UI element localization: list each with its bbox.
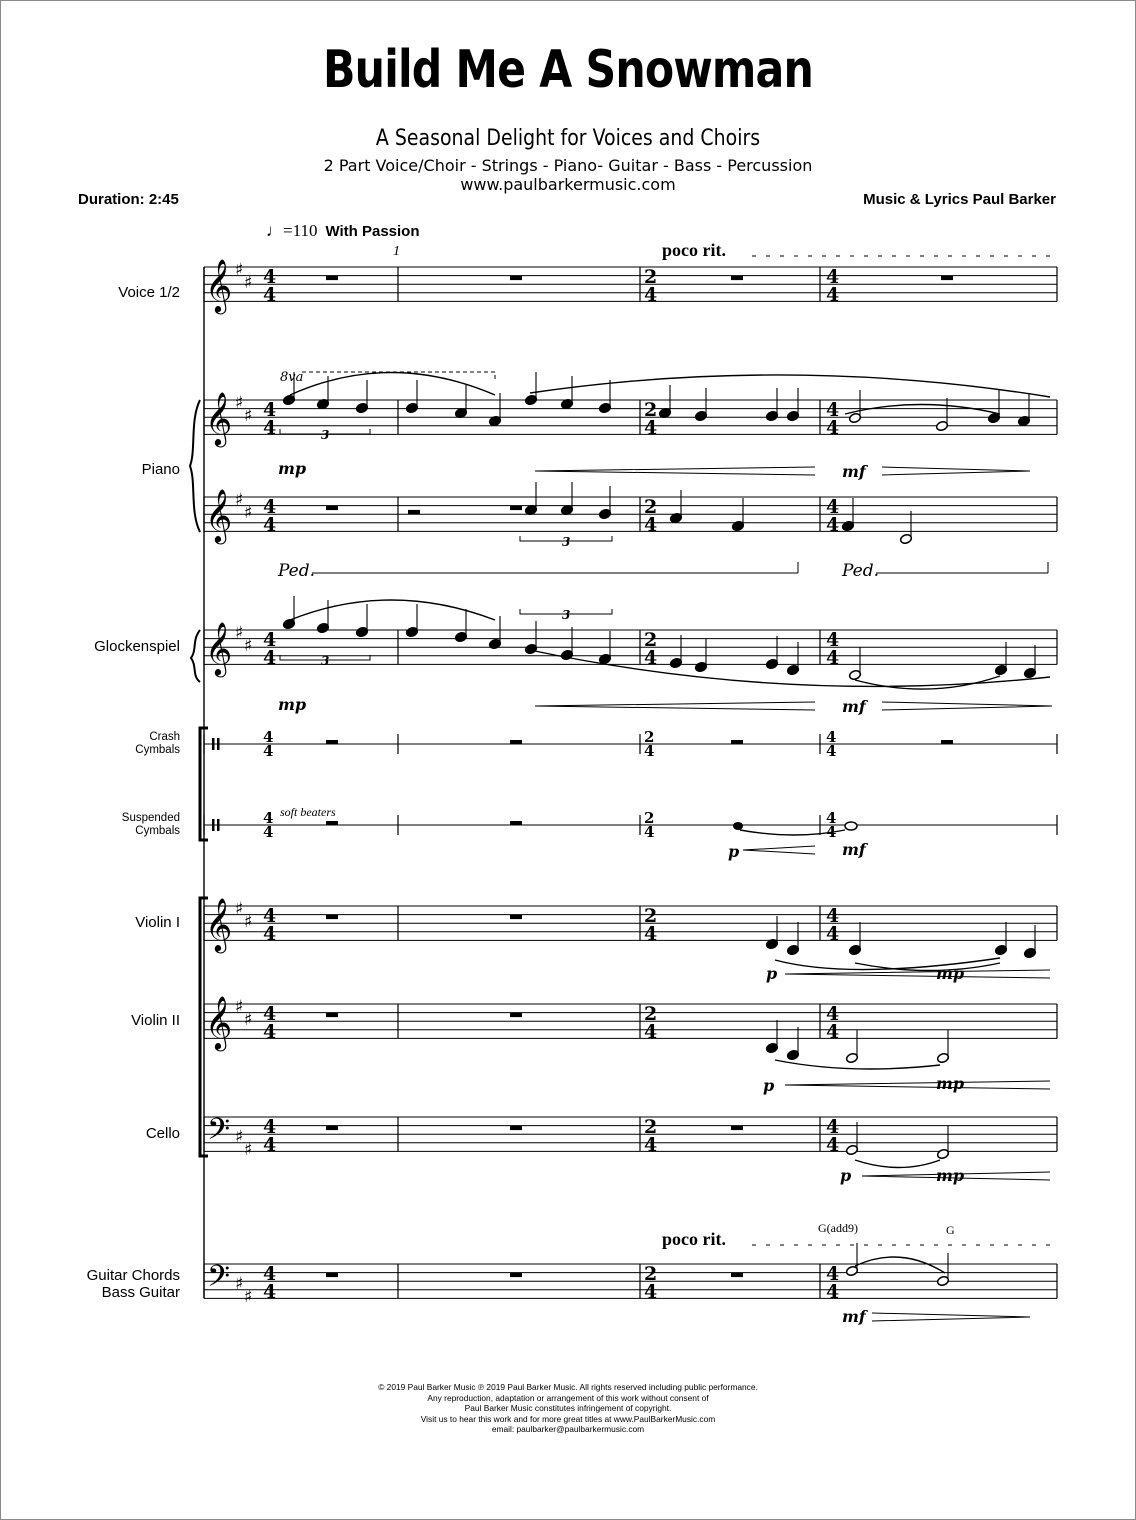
triplet-number: 3 — [321, 654, 330, 668]
whole-rest — [326, 740, 338, 745]
chord-symbol-gadd9: G(add9) — [818, 1221, 858, 1235]
chord-symbol-g: G — [946, 1223, 955, 1237]
time-signature-numerator: 4 — [263, 1116, 277, 1138]
dynamic-vln1-p: p — [766, 964, 778, 983]
time-signature-numerator: 4 — [826, 629, 840, 651]
treble-clef-icon: 𝄞 — [205, 995, 233, 1049]
time-signature-denominator: 4 — [826, 742, 837, 760]
dynamic-vln2-p: p — [763, 1076, 775, 1095]
staff-label-suspended-cymbals: Suspended Cymbals — [121, 812, 180, 837]
whole-rest — [326, 1126, 338, 1131]
triplet-number: 3 — [562, 535, 571, 549]
whole-rest — [326, 276, 338, 281]
triplet-number: 3 — [562, 608, 571, 622]
sharp-icon: ♯ — [235, 997, 244, 1017]
treble-clef-icon: 𝄞 — [205, 897, 233, 951]
whole-rest — [510, 1273, 522, 1278]
whole-rest — [731, 740, 743, 745]
slur — [855, 1160, 940, 1168]
staff-label-cello: Cello — [145, 1125, 180, 1142]
hairpin — [743, 846, 815, 854]
hairpin — [535, 467, 815, 475]
time-signature-denominator: 4 — [644, 1021, 658, 1043]
time-signature-numerator: 2 — [644, 728, 655, 746]
sharp-icon: ♯ — [235, 623, 244, 643]
staff-label-glockenspiel: Glockenspiel — [94, 638, 180, 655]
dynamic-cello-p: p — [840, 1166, 852, 1185]
time-signature-numerator: 4 — [826, 1116, 840, 1138]
footer-line: Paul Barker Music constitutes infringement of copyright. — [464, 1403, 672, 1413]
score-subtitle: A Seasonal Delight for Voices and Choirs — [375, 126, 761, 151]
staff-label-crash-cymbals: Crash Cymbals — [135, 731, 180, 756]
sharp-icon: ♯ — [244, 911, 253, 932]
slur — [855, 1257, 945, 1273]
sharp-icon: ♯ — [235, 260, 244, 280]
whole-rest — [326, 506, 338, 511]
whole-rest — [731, 1273, 743, 1278]
time-signature-numerator: 4 — [263, 629, 277, 651]
time-signature-denominator: 4 — [263, 742, 274, 760]
time-signature-denominator: 4 — [263, 1134, 277, 1156]
percussion-clef-icon — [217, 738, 220, 750]
hairpin — [535, 702, 815, 710]
time-signature-denominator: 4 — [644, 742, 655, 760]
time-signature-numerator: 4 — [263, 809, 274, 827]
time-signature-denominator: 4 — [644, 514, 658, 536]
whole-rest — [941, 276, 953, 281]
whole-rest — [326, 1273, 338, 1278]
percussion-clef-icon — [212, 738, 215, 750]
sharp-icon: ♯ — [244, 272, 253, 293]
treble-clef-icon: 𝄞 — [205, 488, 233, 542]
score-title: Build Me A Snowman — [322, 40, 814, 100]
footer-line: Visit us to hear this work and for more great titles at www.PaulBarkerMusic.com — [420, 1413, 716, 1424]
dynamic-glock-mf: mf — [842, 697, 866, 716]
hairpin — [862, 1172, 1050, 1180]
time-signature-denominator: 4 — [263, 284, 277, 306]
hairpin — [785, 970, 1050, 978]
sharp-icon: ♯ — [244, 635, 253, 656]
footer-line: © 2019 Paul Barker Music ℗ 2019 Paul Barker Music. All rights reserved including public performance. — [378, 1382, 758, 1392]
dynamic-susp-mf: mf — [842, 840, 866, 859]
time-signature-numerator: 2 — [644, 496, 658, 518]
time-signature-numerator: 4 — [263, 905, 277, 927]
slur — [290, 600, 495, 620]
sharp-icon: ♯ — [235, 899, 244, 919]
whole-rest — [941, 740, 953, 745]
footer-line: Any reproduction, adaptation or arrangement of this work without consent of — [427, 1392, 709, 1403]
treble-clef-icon: 𝄞 — [205, 391, 233, 445]
time-signature-denominator: 4 — [644, 1134, 658, 1156]
dynamic-cello-mp: mp — [936, 1166, 965, 1185]
bass-clef-icon: 𝄢 — [207, 1260, 231, 1301]
time-signature-denominator: 4 — [644, 284, 658, 306]
whole-rest — [510, 276, 522, 281]
time-signature-denominator: 4 — [263, 923, 277, 945]
slur — [845, 405, 1000, 415]
time-signature-numerator: 2 — [644, 1263, 658, 1285]
measure-number: 1 — [393, 244, 400, 259]
time-signature-numerator: 4 — [826, 905, 840, 927]
dynamic-glock-mp: mp — [278, 695, 307, 714]
footer-line: email: paulbarker@paulbarkermusic.com — [491, 1424, 645, 1434]
glock-brace-icon — [191, 630, 200, 682]
whole-rest — [326, 915, 338, 920]
pedal-marking: Ped. — [278, 561, 316, 581]
dynamic-vln2-mp: mp — [936, 1074, 965, 1093]
time-signature-denominator: 4 — [263, 823, 274, 841]
time-signature-denominator: 4 — [263, 1021, 277, 1043]
time-signature-denominator: 4 — [644, 647, 658, 669]
time-signature-denominator: 4 — [826, 647, 840, 669]
time-signature-numerator: 4 — [826, 728, 837, 746]
whole-rest — [510, 821, 522, 826]
time-signature-denominator: 4 — [826, 284, 840, 306]
time-signature-numerator: 4 — [263, 728, 274, 746]
sharp-icon: ♯ — [244, 1287, 253, 1308]
time-signature-numerator: 4 — [263, 399, 277, 421]
staff-label-violin-2: Violin II — [131, 1012, 180, 1029]
staff-label-voice: Voice 1/2 — [118, 284, 180, 301]
sharp-icon: ♯ — [244, 502, 253, 523]
sharp-icon: ♯ — [244, 1140, 253, 1161]
time-signature-numerator: 4 — [263, 1263, 277, 1285]
poco-rit-top: poco rit. — [662, 240, 726, 260]
staff-label-piano: Piano — [141, 461, 180, 478]
time-signature-denominator: 4 — [263, 1281, 277, 1303]
tempo-expression: With Passion — [325, 223, 420, 240]
time-signature-numerator: 4 — [826, 399, 840, 421]
tempo-value: ♩=110 — [266, 221, 318, 240]
time-signature-numerator: 2 — [644, 809, 655, 827]
sharp-icon: ♯ — [235, 1274, 244, 1295]
website-link[interactable]: www.paulbarkermusic.com — [460, 175, 676, 194]
whole-rest — [326, 1013, 338, 1018]
time-signature-denominator: 4 — [826, 923, 840, 945]
percussion-clef-icon — [217, 819, 220, 831]
whole-rest — [510, 915, 522, 920]
whole-rest — [510, 740, 522, 745]
soft-beaters-text: soft beaters — [280, 805, 336, 819]
sharp-icon: ♯ — [244, 405, 253, 426]
time-signature-denominator: 4 — [644, 417, 658, 439]
time-signature-numerator: 4 — [826, 266, 840, 288]
half-rest — [408, 510, 420, 515]
hairpin — [882, 467, 1030, 475]
time-signature-denominator: 4 — [826, 1134, 840, 1156]
dynamic-piano-mp: mp — [278, 459, 307, 478]
time-signature-numerator: 2 — [644, 399, 658, 421]
slur — [290, 373, 495, 396]
time-signature-numerator: 4 — [263, 1003, 277, 1025]
bass-clef-icon: 𝄢 — [207, 1113, 231, 1154]
duration-label: Duration: 2:45 — [78, 191, 179, 208]
whole-rest — [326, 821, 338, 826]
whole-rest — [510, 506, 522, 511]
time-signature-denominator: 4 — [826, 1021, 840, 1043]
whole-rest — [510, 1013, 522, 1018]
time-signature-numerator: 2 — [644, 1116, 658, 1138]
hairpin — [785, 1081, 1050, 1089]
dynamic-piano-mf: mf — [842, 462, 866, 481]
time-signature-denominator: 4 — [826, 417, 840, 439]
time-signature-denominator: 4 — [644, 923, 658, 945]
composer-credit: Music & Lyrics Paul Barker — [863, 191, 1056, 208]
time-signature-denominator: 4 — [826, 514, 840, 536]
note-head — [733, 822, 743, 830]
slur — [775, 1060, 940, 1069]
hairpin — [872, 1313, 1030, 1321]
time-signature-numerator: 4 — [826, 1003, 840, 1025]
time-signature-denominator: 4 — [263, 514, 277, 536]
dynamic-vln1-mp: mp — [936, 964, 965, 983]
staff-label-guitar-bass: Guitar Chords Bass Guitar — [86, 1267, 180, 1301]
percussion-clef-icon — [212, 819, 215, 831]
time-signature-numerator: 2 — [644, 1003, 658, 1025]
sharp-icon: ♯ — [244, 1009, 253, 1030]
time-signature-denominator: 4 — [826, 823, 837, 841]
sharp-icon: ♯ — [235, 490, 244, 510]
dynamic-susp-p: p — [728, 842, 740, 861]
time-signature-numerator: 2 — [644, 629, 658, 651]
dynamic-guitar-mf: mf — [842, 1307, 866, 1326]
time-signature-numerator: 2 — [644, 905, 658, 927]
time-signature-numerator: 4 — [263, 266, 277, 288]
piano-brace-icon — [190, 400, 200, 532]
treble-clef-icon: 𝄞 — [205, 258, 233, 312]
instrumentation-line: 2 Part Voice/Choir - Strings - Piano- Guitar - Bass - Percussion — [323, 156, 813, 175]
time-signature-numerator: 4 — [826, 496, 840, 518]
slur — [530, 375, 1050, 397]
hairpin — [882, 702, 1052, 710]
whole-rest — [731, 1126, 743, 1131]
staff-label-violin-1: Violin I — [135, 914, 180, 931]
whole-rest — [731, 276, 743, 281]
octave-marking: 8va — [280, 370, 304, 385]
time-signature-numerator: 2 — [644, 266, 658, 288]
treble-clef-icon: 𝄞 — [205, 621, 233, 675]
note-head — [845, 822, 857, 830]
copyright-footer — [0, 1382, 1136, 1435]
time-signature-numerator: 4 — [263, 496, 277, 518]
time-signature-denominator: 4 — [263, 417, 277, 439]
sharp-icon: ♯ — [235, 1127, 244, 1148]
triplet-number: 3 — [321, 428, 330, 442]
time-signature-denominator: 4 — [644, 823, 655, 841]
sharp-icon: ♯ — [235, 393, 244, 413]
time-signature-numerator: 4 — [826, 1263, 840, 1285]
time-signature-denominator: 4 — [826, 1281, 840, 1303]
time-signature-denominator: 4 — [263, 647, 277, 669]
time-signature-numerator: 4 — [826, 809, 837, 827]
poco-rit-bottom: poco rit. — [662, 1229, 726, 1249]
time-signature-denominator: 4 — [644, 1281, 658, 1303]
pedal-marking: Ped. — [842, 561, 880, 581]
whole-rest — [510, 1126, 522, 1131]
